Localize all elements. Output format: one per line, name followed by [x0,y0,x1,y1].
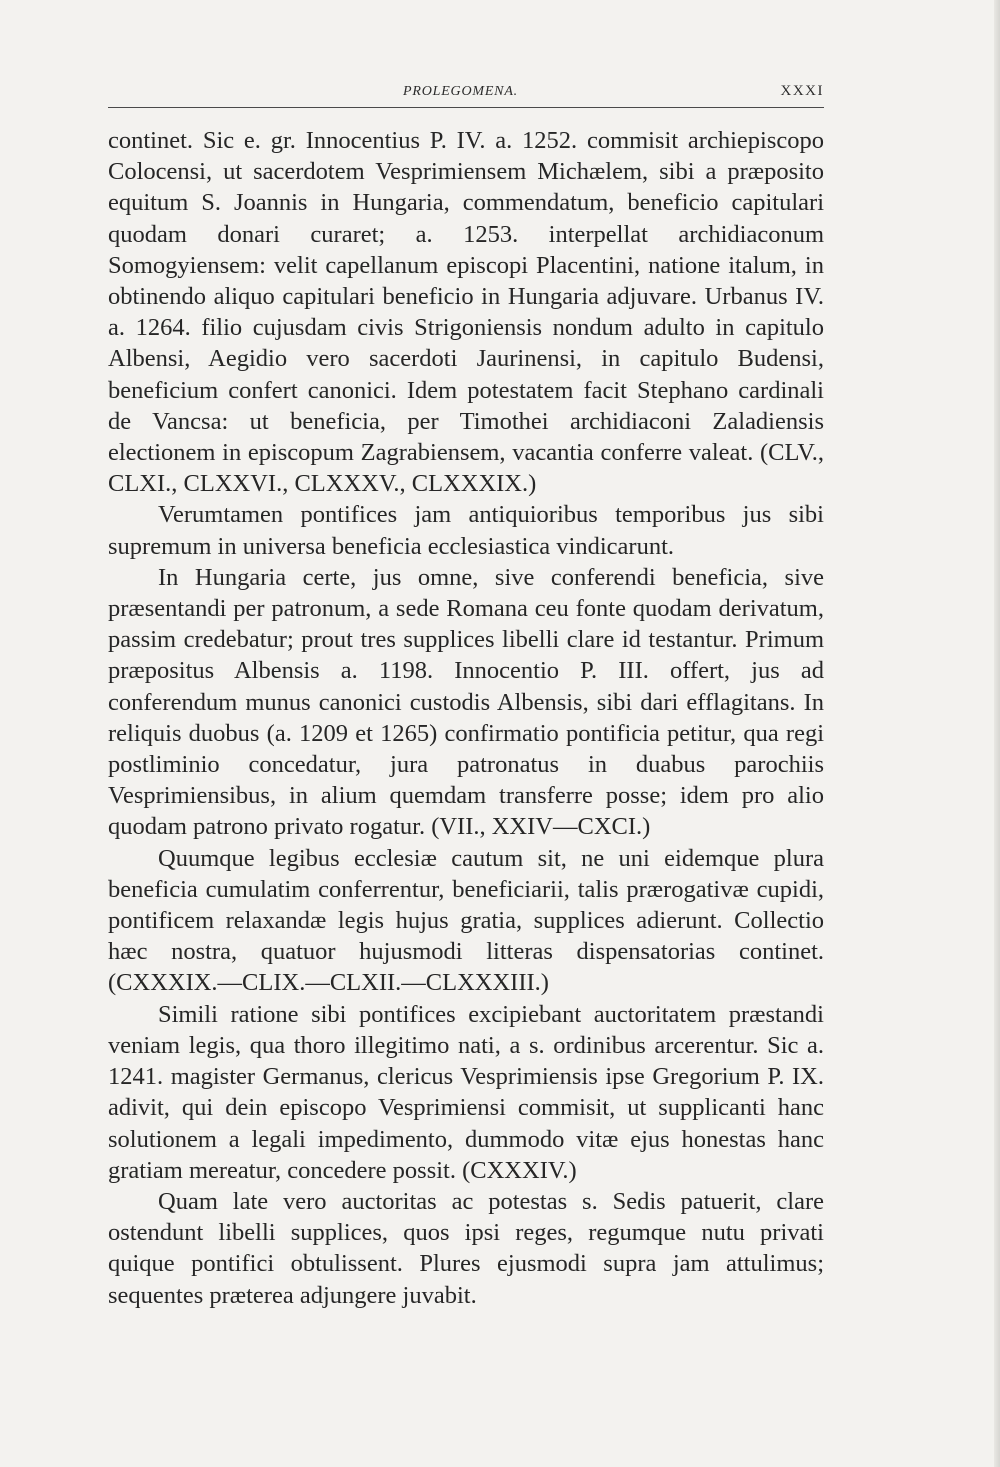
paragraph: Quumque legibus ecclesiæ cautum sit, ne uni eidemque plura beneficia cumulatim conferrentur, beneficiarii, talis prærogativæ cupidi, pontificem relaxandæ legis hujus gratia, supplices adierunt. Collectio hæc nostra, quatuor hujusmodi litteras dispensatorias continet. (CXXXIX.—CLIX.—CLXII.—CLXXXIII.) [108,844,824,997]
paragraph: Simili ratione sibi pontifices excipiebant auctoritatem præstandi veniam legis, qua thoro illegitimo nati, a s. ordinibus arcerentur. Sic a. 1241. magister Germanus, clericus Vesprimiensis ipse Gregorium P. IX. adivit, qui dein episcopo Vesprimiensi commisit, ut supplicanti hanc solutionem a legali impedimento, dummodo vitæ ejus honestas hanc gratiam mereatur, concedere possit. (CXXXIV.) [108,1000,824,1184]
scan-edge [994,0,1000,1467]
page-number: XXXI [780,83,824,99]
running-head [108,80,824,104]
header-rule [108,107,824,108]
body-text [108,125,824,1311]
running-title: PROLEGOMENA. [403,84,518,99]
paragraph: In Hungaria certe, jus omne, sive conferendi beneficia, sive præsentandi per patronum, a sede Romana ceu fonte quodam derivatum, passim credebatur; prout tres supplices libelli clare id testantur. Primum præpositus Albensis a. 1198. Innocentio P. III. offert, jus ad conferendum munus canonici custodis Albensis, sibi dari efflagitans. In reliquis duobus (a. 1209 et 1265) confirmatio pontificia petitur, qua regi postliminio concedatur, jura patronatus in duabus parochiis Vesprimiensibus, in alium quemdam transferre posse; idem pro alio quodam patrono privato rogatur. (VII., XXIV—CXCI.) [108,563,824,841]
paragraph: Quam late vero auctoritas ac potestas s. Sedis patuerit, clare ostendunt libelli supplices, quos ipsi reges, regumque nutu privati quique pontifici obtulissent. Plures ejusmodi supra jam attulimus; sequentes præterea adjungere juvabit. [108,1187,824,1309]
paragraph-continuation: continet. Sic e. gr. Innocentius P. IV. a. 1252. commisit archiepiscopo Colocensi, ut sacerdotem Vesprimiensem Michælem, sibi a præposito equitum S. Joannis in Hungaria, commendatum, beneficio capitulari quodam donari curaret; a. 1253. interpellat archidiaconum Somogyiensem: velit capellanum episcopi Placentini, natione italum, in obtinendo aliquo capitulari beneficio in Hungaria adjuvare. Urbanus IV. a. 1264. filio cujusdam civis Strigoniensis nondum adulto in capitulo Albensi, Aegidio vero sacerdoti Jaurinensi, in capitulo Budensi, beneficium confert canonici. Idem potestatem facit Stephano cardinali de Vancsa: ut beneficia, per Timothei archidiaconi Zaladiensis electionem in episcopum Zagrabiensem, vacantia conferre valeat. (CLV., CLXI., CLXXVI., CLXXXV., CLXXXIX.) [108,127,824,498]
paragraph: Verumtamen pontifices jam antiquioribus temporibus jus sibi supremum in universa beneficia ecclesiastica vindicarunt. [108,501,824,560]
